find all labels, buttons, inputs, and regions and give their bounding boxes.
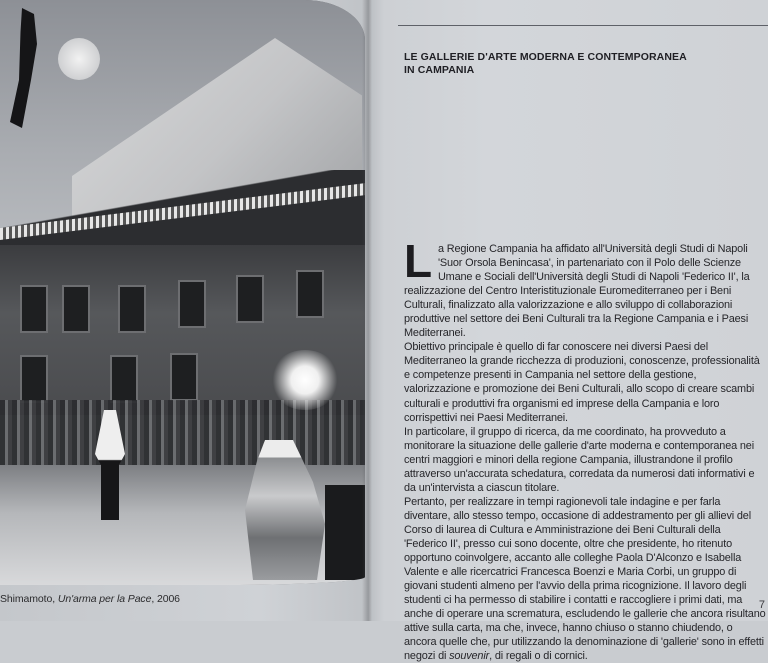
paragraph-4-italic: souvenir [449, 650, 490, 663]
section-heading [404, 51, 744, 77]
paragraph-1-text: a Regione Campania ha affidato all'Università degli Studi di Napoli 'Suor Orsola Benincasa', in partenariato con il Polo delle Scienze Umane e Sociali dell'Università degli Studi di Napoli 'Federico II', la realizzazione del Centro Interistituzionale Euromediterraneo per i Beni Culturali, finalizzato alla valorizzazione e allo sviluppo di collaborazioni produttive nel settore dei Beni Culturali tra la Regione Campania e i Paesi Mediterranei. [404, 243, 750, 340]
left-page [0, 0, 372, 621]
caption-year: , 2006 [151, 593, 180, 605]
caption-author: Shimamoto, [0, 593, 58, 605]
header-rule [398, 25, 768, 26]
book-spine-shadow [362, 0, 372, 621]
heading-line-1: LE GALLERIE D'ARTE MODERNA E CONTEMPORANEA [404, 51, 687, 63]
paragraph-1 [404, 235, 766, 340]
photo-window [20, 355, 48, 403]
photo-window [170, 353, 198, 401]
photo-piano [325, 485, 365, 580]
photo-crowd [0, 400, 365, 470]
photo-window [118, 285, 146, 333]
caption-title: Un'arma per la Pace [57, 593, 152, 605]
photo-light-flare [270, 350, 340, 410]
paragraph-4 [404, 495, 766, 663]
photo-window [296, 270, 324, 318]
right-page [368, 0, 768, 663]
photo-window [62, 285, 90, 333]
photograph [0, 0, 365, 585]
photo-caption [0, 593, 180, 605]
paragraph-2: Obiettivo principale è quello di far conoscere nei diversi Paesi del Mediterraneo la grande ricchezza di produzioni, conoscenze, professionalità e competenze presenti in Campania nel settore della gestione, valorizzazione e promozione dei Beni Culturali, allo scopo di creare scambi culturali e produttivi fra organismi ed imprese della Campania e loro corrispettivi nei Paesi Mediterranei. [404, 341, 760, 424]
body-text [404, 235, 766, 663]
heading-line-2: IN CAMPANIA [404, 64, 475, 76]
paragraph-4-text: Pertanto, per realizzare in tempi ragionevoli tale indagine e per farla diventare, allo stesso tempo, occasione di addestramento per gli allievi del Corso di laurea di Cultura e Amministrazione dei Beni Culturali della 'Federico II', presso cui sono docente, oltre che presidente, ho ritenuto opportuno coinvolgere, accanto alle colleghe Paola D'Alconzo e Isabella Valente e alle ricercatrici Francesca Boenzi e Maria Corbi, un gruppo di giovani studenti almeno per l'avvio della prima ricognizione. Il lavoro degli studenti ci ha permesso di stabilire i contatti e raccogliere i primi dati, ma anche di operare una scrematura, escludendo le gallerie che ancora risultano attive sulla carta, ma che, invece, hanno chiuso o stanno chiudendo, o ancora quelle che, pur utilizzando la denominazione di 'gallerie' sono in effetti negozi di [404, 495, 766, 663]
photo-window [178, 280, 206, 328]
photo-window [20, 285, 48, 333]
photo-balloon [58, 38, 100, 80]
photo-window [110, 355, 138, 403]
drop-cap: L [404, 235, 432, 287]
paragraph-3: In particolare, il gruppo di ricerca, da me coordinato, ha provveduto a monitorare la situazione delle gallerie d'arte moderna e contemporanea nei centri maggiori e minori della regione Campania, illustrandone il profilo attraverso un'accurata schedatura, corredata da numerosi dati informativi e da un'intervista a ciascun titolare. [404, 425, 755, 494]
page-number: 7 [758, 599, 765, 611]
photo-window [236, 275, 264, 323]
paragraph-4-end: , di regali o di cornici. [489, 650, 588, 663]
